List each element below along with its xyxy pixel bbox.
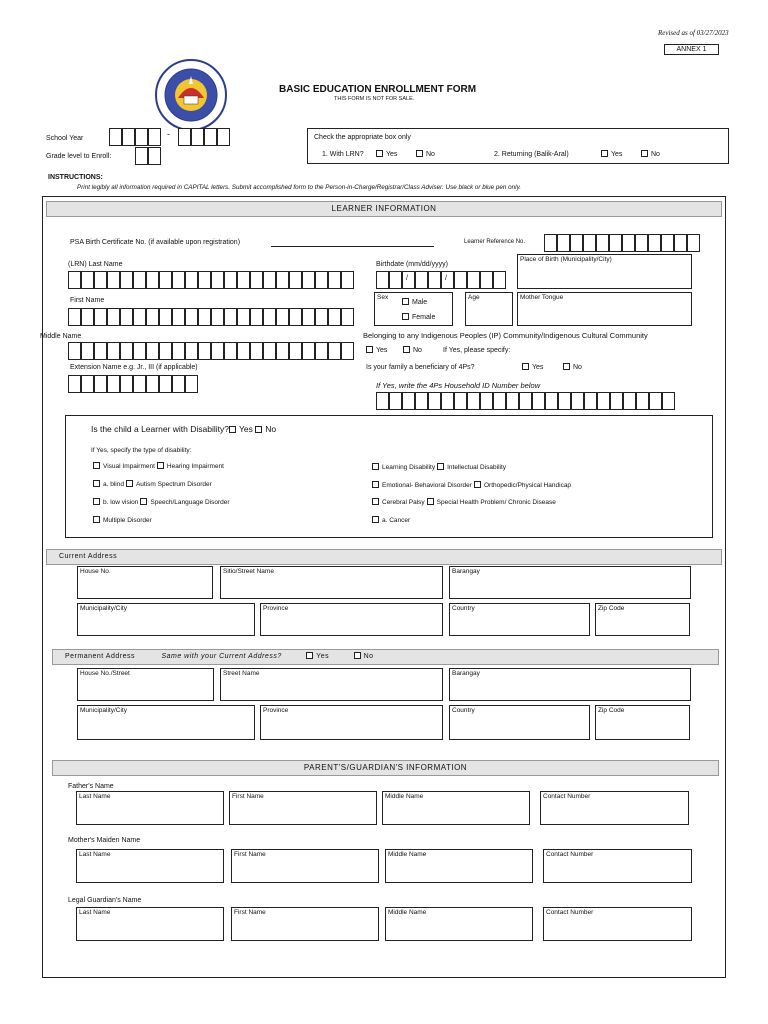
birthdate-label: Birthdate (mm/dd/yyyy) <box>376 261 448 268</box>
field-label: Zip Code <box>598 605 625 612</box>
school-year-label: School Year <box>46 135 84 142</box>
disability-option[interactable]: b. low vision Speech/Language Disorder <box>93 498 230 506</box>
returning-yes[interactable]: Yes <box>601 150 622 158</box>
field-label: Middle Name <box>385 793 424 800</box>
checkbox-icon[interactable] <box>641 150 648 157</box>
parents-info-header: PARENT'S/GUARDIAN'S INFORMATION <box>52 760 719 776</box>
check-note: Check the appropriate box only <box>314 134 411 141</box>
permanent-house-field[interactable] <box>77 668 214 701</box>
field-label: First Name <box>234 909 266 916</box>
form-title: BASIC EDUCATION ENROLLMENT FORM <box>279 84 477 95</box>
field-label: Zip Code <box>598 707 625 714</box>
current-address-header <box>46 549 722 565</box>
field-label: Contact Number <box>546 851 594 858</box>
ip-yes[interactable]: Yes <box>366 346 387 354</box>
disability-option[interactable]: Cerebral Palsy Special Health Problem/ Chronic Disease <box>372 498 556 506</box>
checkbox-icon[interactable] <box>126 480 133 487</box>
guardian-middle-name-field[interactable] <box>385 907 533 941</box>
grade-level-label: Grade level to Enroll: <box>46 153 112 160</box>
current-house-field[interactable] <box>77 566 213 599</box>
mother-name-label: Mother's Maiden Name <box>68 837 141 844</box>
checkbox-icon[interactable] <box>376 150 383 157</box>
checkbox-icon[interactable] <box>93 462 100 469</box>
field-label: Municipality/City <box>80 707 127 714</box>
sex-male-option[interactable]: Male <box>402 298 427 306</box>
fourps-yes[interactable]: Yes <box>522 363 543 371</box>
fourps-no[interactable]: No <box>563 363 582 371</box>
father-middle-name-field[interactable] <box>382 791 530 825</box>
psa-label: PSA Birth Certificate No. (if available upon registration) <box>70 239 241 246</box>
father-first-name-field[interactable] <box>229 791 377 825</box>
disability-option[interactable]: a. blind Autism Spectrum Disorder <box>93 480 212 488</box>
checkbox-icon[interactable] <box>93 498 100 505</box>
date-slash: / <box>445 275 447 282</box>
guardian-contact-field[interactable] <box>543 907 692 941</box>
current-country-field[interactable] <box>449 603 590 636</box>
checkbox-icon[interactable] <box>157 462 164 469</box>
permanent-address-title: Permanent Address <box>65 653 135 660</box>
mother-tongue-label: Mother Tongue <box>520 294 564 301</box>
mother-contact-field[interactable] <box>543 849 692 883</box>
checkbox-icon[interactable] <box>372 516 379 523</box>
returning-no[interactable]: No <box>641 150 660 158</box>
disability-option[interactable]: Learning Disability Intellectual Disability <box>372 463 506 471</box>
place-of-birth-label: Place of Birth (Municipality/City) <box>520 256 612 263</box>
field-label: Middle Name <box>388 851 427 858</box>
checkbox-icon[interactable] <box>229 426 236 433</box>
permanent-country-field[interactable] <box>449 705 590 740</box>
sex-female-option[interactable]: Female <box>402 313 435 321</box>
father-last-name-field[interactable] <box>76 791 224 825</box>
checkbox-icon[interactable] <box>255 426 262 433</box>
checkbox-icon[interactable] <box>306 652 313 659</box>
fourps-question: Is your family a beneficiary of 4Ps? <box>366 364 475 371</box>
checkbox-icon[interactable] <box>93 480 100 487</box>
date-slash: / <box>406 275 408 282</box>
field-label: Middle Name <box>388 909 427 916</box>
age-label: Age <box>468 294 480 301</box>
current-municipality-field[interactable] <box>77 603 255 636</box>
permanent-zip-field[interactable] <box>595 705 690 740</box>
checkbox-icon[interactable] <box>601 150 608 157</box>
checkbox-icon[interactable] <box>416 150 423 157</box>
ip-question: Belonging to any Indigenous Peoples (IP) Community/Indigenous Cultural Community <box>363 331 648 340</box>
permanent-address-header <box>52 649 719 665</box>
psa-input[interactable] <box>271 246 434 247</box>
father-name-label: Father's Name <box>68 783 114 790</box>
fourps-id-label: If Yes, write the 4Ps Household ID Number below <box>376 381 541 390</box>
permanent-barangay-field[interactable] <box>449 668 691 701</box>
field-label: First Name <box>232 793 264 800</box>
lrn-returning-box <box>307 128 729 164</box>
deped-seal-icon <box>154 58 228 132</box>
lrn-label: Learner Reference No. <box>464 239 526 245</box>
form-subtitle: THIS FORM IS NOT FOR SALE. <box>334 96 415 102</box>
field-label: First Name <box>234 851 266 858</box>
current-barangay-field[interactable] <box>449 566 691 599</box>
field-label: House No./Street <box>80 670 130 677</box>
checkbox-icon[interactable] <box>354 652 361 659</box>
checkbox-icon[interactable] <box>522 363 529 370</box>
same-address-yes[interactable]: Yes <box>306 653 329 660</box>
last-name-label: (LRN) Last Name <box>68 261 123 268</box>
year-dash: - <box>167 129 170 139</box>
field-label: Province <box>263 605 289 612</box>
revised-date: Revised as of 03/27/2023 <box>658 29 729 37</box>
learner-info-header: LEARNER INFORMATION <box>46 201 722 217</box>
same-address-label: Same with your Current Address? <box>161 653 282 660</box>
sex-field <box>374 292 453 326</box>
field-label: House No. <box>80 568 111 575</box>
checkbox-icon[interactable] <box>403 346 410 353</box>
guardian-first-name-field[interactable] <box>231 907 379 941</box>
checkbox-icon[interactable] <box>402 313 409 320</box>
instructions-text: Print legibly all information required in CAPITAL letters. Submit accomplished form to the Person-in-Charge/Registrar/Class Adviser. Use black or blue pen only. <box>77 184 522 191</box>
disability-option[interactable]: Visual Impairment Hearing Impairment <box>93 462 224 470</box>
field-label: Province <box>263 707 289 714</box>
instructions-title: INSTRUCTIONS: <box>48 174 103 181</box>
guardian-name-label: Legal Guardian's Name <box>68 897 142 904</box>
checkbox-icon[interactable] <box>563 363 570 370</box>
disability-question: Is the child a Learner with Disability? Yes No <box>91 424 277 434</box>
middle-name-label: Middle Name <box>40 333 82 340</box>
permanent-municipality-field[interactable] <box>77 705 255 740</box>
checkbox-icon[interactable] <box>437 463 444 470</box>
permanent-street-field[interactable] <box>220 668 443 701</box>
checkbox-icon[interactable] <box>372 498 379 505</box>
disability-specify: If Yes, specify the type of disability: <box>91 447 192 454</box>
current-street-field[interactable] <box>220 566 443 599</box>
with-lrn-yes[interactable]: Yes <box>376 150 397 158</box>
mother-tongue-field[interactable] <box>517 292 692 326</box>
field-label: Contact Number <box>543 793 591 800</box>
current-address-title: Current Address <box>59 553 118 560</box>
extension-name-label: Extension Name e.g. Jr., III (if applicable) <box>70 364 198 371</box>
ip-specify-label: If Yes, please specify: <box>443 347 511 354</box>
current-zip-field[interactable] <box>595 603 690 636</box>
field-label: Country <box>452 707 475 714</box>
checkbox-icon[interactable] <box>372 463 379 470</box>
field-label: Last Name <box>79 909 111 916</box>
checkbox-icon[interactable] <box>427 498 434 505</box>
checkbox-icon[interactable] <box>366 346 373 353</box>
field-label: Contact Number <box>546 909 594 916</box>
returning-label: 2. Returning (Balik-Aral) <box>494 151 569 158</box>
first-name-label: First Name <box>70 297 105 304</box>
field-label: Barangay <box>452 568 480 575</box>
with-lrn-no[interactable]: No <box>416 150 435 158</box>
permanent-province-field[interactable] <box>260 705 443 740</box>
field-label: Country <box>452 605 475 612</box>
field-label: Municipality/City <box>80 605 127 612</box>
guardian-last-name-field[interactable] <box>76 907 224 941</box>
field-label: Last Name <box>79 793 111 800</box>
field-label: Barangay <box>452 670 480 677</box>
current-province-field[interactable] <box>260 603 443 636</box>
disability-option[interactable]: Emotional- Behavioral Disorder Orthopedic/Physical Handicap <box>372 481 571 489</box>
father-contact-field[interactable] <box>540 791 689 825</box>
ip-no[interactable]: No <box>403 346 422 354</box>
field-label: Street Name <box>223 670 260 677</box>
disability-box <box>65 415 713 538</box>
disability-option[interactable]: a. Cancer <box>372 516 410 524</box>
place-of-birth-field[interactable] <box>517 254 692 289</box>
mother-first-name-field[interactable] <box>231 849 379 883</box>
annex-label: ANNEX 1 <box>664 44 719 55</box>
checkbox-icon[interactable] <box>372 481 379 488</box>
sex-label: Sex <box>377 294 389 301</box>
mother-middle-name-field[interactable] <box>385 849 533 883</box>
field-label: Sitio/Street Name <box>223 568 274 575</box>
disability-option[interactable]: Multiple Disorder <box>93 516 152 524</box>
field-label: Last Name <box>79 851 111 858</box>
mother-last-name-field[interactable] <box>76 849 224 883</box>
with-lrn-label: 1. With LRN? <box>322 151 364 158</box>
checkbox-icon[interactable] <box>93 516 100 523</box>
checkbox-icon[interactable] <box>140 498 147 505</box>
checkbox-icon[interactable] <box>402 298 409 305</box>
same-address-no[interactable]: No <box>354 653 374 660</box>
checkbox-icon[interactable] <box>474 481 481 488</box>
age-field[interactable] <box>465 292 513 326</box>
